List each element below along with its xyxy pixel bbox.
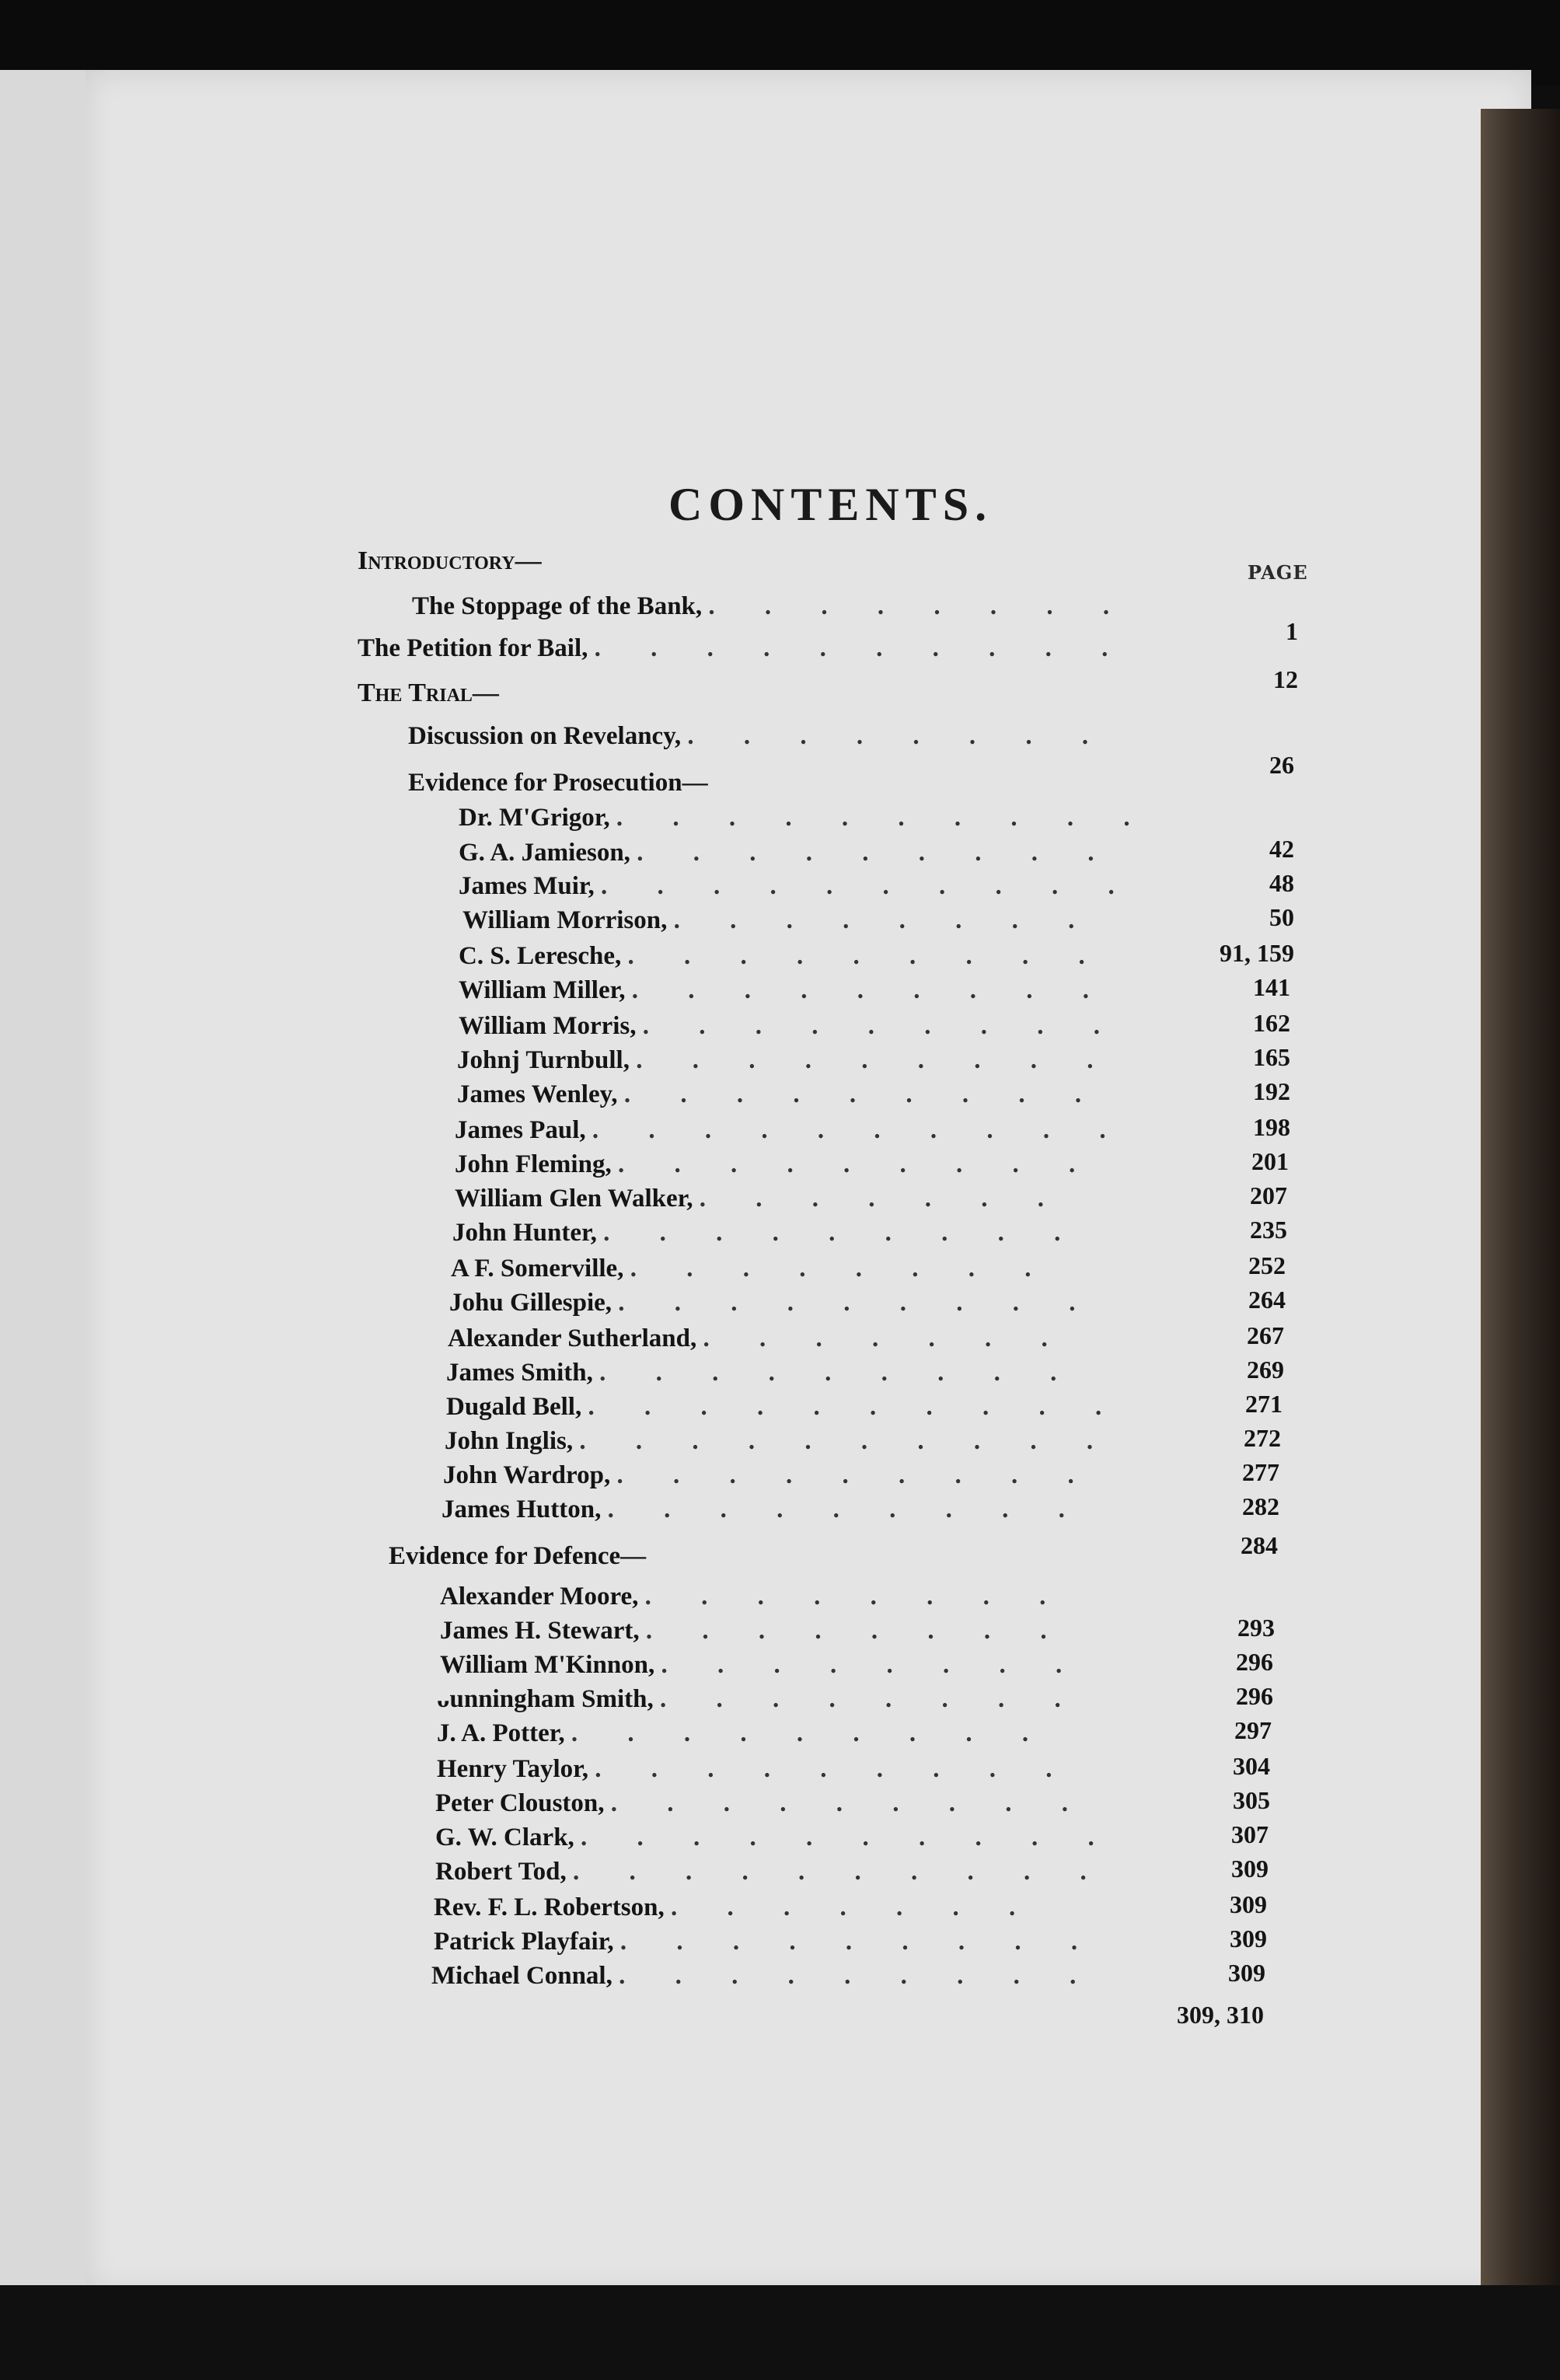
entry-label: Evidence for Prosecution—	[408, 769, 708, 797]
toc-entry-witness	[459, 973, 1111, 1007]
leader-dots: . . . . . . . . .	[571, 1719, 1051, 1747]
section-label: Introductory—	[358, 546, 542, 575]
entry-page: 91, 159	[1220, 939, 1294, 967]
entry-page: 26	[1269, 751, 1294, 779]
leader-dots: . . . . . . .	[703, 1324, 1070, 1352]
entry-label: Patrick Playfair,	[434, 1928, 614, 1956]
toc-entry-witness	[437, 1682, 1083, 1716]
leader-dots: . . . . . . . . .	[617, 1150, 1098, 1178]
leader-dots: . . . . . . . .	[644, 1583, 1068, 1611]
entry-page: 1	[1286, 617, 1298, 645]
entry-page: 296	[1236, 1682, 1273, 1710]
entry-label: James Wenley,	[457, 1080, 618, 1108]
entry-page: 307	[1231, 1820, 1269, 1848]
leader-dots: . . . . . . . . .	[642, 1012, 1122, 1040]
leader-dots: . . . . . . . . . .	[581, 1823, 1116, 1851]
entry-label: James Hutton,	[441, 1495, 602, 1523]
toc-entry-witness	[449, 1286, 1098, 1320]
entry-label: James H. Stewart,	[440, 1617, 640, 1645]
toc-entry-witness	[455, 1181, 1066, 1216]
leader-dots: . . . . . . . .	[660, 1685, 1083, 1713]
page-column-header: PAGE	[1248, 561, 1308, 584]
entry-page: 162	[1253, 1009, 1290, 1037]
entry-label: J. A. Potter,	[437, 1719, 565, 1747]
entry-page: 272	[1244, 1424, 1281, 1452]
entry-page: 267	[1247, 1321, 1284, 1349]
entry-label: Dr. M'Grigor,	[459, 804, 610, 832]
entry-label: Henry Taylor,	[437, 1755, 588, 1783]
entry-page: 235	[1250, 1216, 1287, 1244]
leader-dots: . . . . . . . . . .	[594, 634, 1130, 662]
entry-page: 201	[1251, 1147, 1289, 1175]
entry-label: C. S. Leresche,	[459, 942, 622, 970]
entry-page: 12	[1273, 665, 1298, 693]
entry-label: William Glen Walker,	[455, 1185, 693, 1213]
leader-dots: . . . . . . . . .	[623, 1080, 1104, 1108]
toc-entry-witness	[440, 1648, 1084, 1682]
leader-dots: . . . . . . . .	[630, 1255, 1053, 1282]
entry-page: 309	[1228, 1959, 1265, 1987]
toc-entry-revelancy	[408, 719, 1110, 753]
entry-label: John Wardrop,	[443, 1461, 611, 1489]
toc-entry-evidence-prosecution	[408, 766, 708, 800]
entry-page: 309	[1231, 1855, 1269, 1883]
leader-dots: . . . . . . . . . .	[572, 1858, 1108, 1886]
entry-page: 192	[1253, 1077, 1290, 1105]
entry-label: Johnj Turnbull,	[457, 1046, 630, 1074]
leader-dots: . . . . . . . .	[708, 592, 1132, 620]
entry-page: 304	[1233, 1752, 1270, 1780]
entry-page: 48	[1269, 869, 1294, 897]
entry-label: ᴗunningham Smith,	[437, 1685, 654, 1713]
entry-page: 282	[1242, 1492, 1279, 1520]
entry-page: 309	[1230, 1890, 1267, 1918]
entry-label: Johu Gillespie,	[449, 1289, 612, 1317]
entry-label: The Petition for Bail,	[358, 634, 588, 662]
toc-entry-witness	[459, 801, 1152, 835]
entry-label: A F. Somerville,	[451, 1255, 624, 1282]
leader-dots: . . . . . . . . .	[616, 1461, 1096, 1489]
entry-page: 252	[1248, 1251, 1286, 1279]
entry-page: 297	[1234, 1716, 1272, 1744]
entry-label: Dugald Bell,	[446, 1393, 582, 1421]
entry-label: G. W. Clark,	[435, 1823, 574, 1851]
toc-entry-witness	[462, 903, 1096, 937]
leader-dots: . . . . . . .	[670, 1893, 1038, 1921]
toc-entry-witness	[435, 1855, 1108, 1889]
toc-entry-witness	[459, 869, 1136, 903]
section-label: The Trial—	[358, 679, 499, 707]
toc-entry-witness	[435, 1786, 1090, 1820]
entry-label: John Inglis,	[445, 1427, 574, 1455]
toc-entry-witness	[437, 1752, 1074, 1786]
entry-page: 198	[1253, 1113, 1290, 1141]
section-heading-trial	[358, 676, 499, 710]
entry-page: 293	[1237, 1614, 1275, 1642]
entry-page: 284	[1241, 1531, 1278, 1559]
toc-entry-witness	[457, 1043, 1115, 1077]
entry-page: 141	[1253, 973, 1290, 1001]
entry-label: James Smith,	[446, 1359, 593, 1387]
entry-label: John Fleming,	[455, 1150, 612, 1178]
entry-page: 309	[1230, 1925, 1267, 1953]
leader-dots: . . . . . . . . .	[627, 942, 1107, 970]
entry-label: Peter Clouston,	[435, 1789, 605, 1817]
toc-entry-witness	[434, 1890, 1037, 1925]
toc-entry-witness	[437, 1716, 1050, 1750]
page-title: CONTENTS.	[668, 479, 993, 530]
entry-label: Alexander Moore,	[440, 1583, 639, 1611]
leader-dots: . . . . . . .	[699, 1185, 1066, 1213]
entry-label: William Morrison,	[462, 906, 668, 934]
entry-page: 269	[1247, 1356, 1284, 1384]
leader-dots: . . . . . . . . .	[619, 1962, 1098, 1990]
leader-dots: . . . . . . . . .	[636, 1046, 1115, 1074]
entry-label: The Stoppage of the Bank,	[412, 592, 703, 620]
entry-label: William Morris,	[459, 1012, 637, 1040]
leader-dots: . . . . . . . . . .	[588, 1393, 1124, 1421]
toc-entry-witness	[459, 1009, 1122, 1043]
leader-dots: . . . . . . . . . .	[601, 872, 1136, 900]
toc-entry-witness	[446, 1390, 1123, 1424]
entry-page: 165	[1253, 1043, 1290, 1071]
entry-label: Discussion on Revelancy,	[408, 722, 682, 750]
toc-entry-witness	[455, 1147, 1097, 1181]
entry-page: 264	[1248, 1286, 1286, 1314]
leader-dots: . . . . . . . .	[673, 906, 1097, 934]
leader-dots: . . . . . . . .	[687, 722, 1111, 750]
leader-dots: . . . . . . . . .	[637, 839, 1116, 867]
toc-entry-witness	[452, 1216, 1082, 1250]
toc-entry-witness	[440, 1614, 1069, 1648]
entry-label: G. A. Jamieson,	[459, 839, 630, 867]
entry-page: 42	[1269, 835, 1294, 863]
leader-dots: . . . . . . . . .	[603, 1219, 1083, 1247]
entry-page: 305	[1233, 1786, 1270, 1814]
toc-entry-witness	[455, 1113, 1128, 1147]
toc-entry-witness	[440, 1579, 1067, 1614]
toc-entry-witness	[431, 1959, 1098, 1993]
leader-dots: . . . . . . . . .	[610, 1789, 1091, 1817]
toc-entry-stoppage	[412, 589, 1131, 623]
scan-border-bottom	[0, 2285, 1560, 2380]
entry-label: James Muir,	[459, 872, 595, 900]
toc-entry-witness	[457, 1077, 1103, 1111]
toc-entry-witness	[445, 1424, 1115, 1458]
section-heading-introductory	[358, 544, 542, 578]
toc-entry-witness	[459, 836, 1115, 870]
leader-dots: . . . . . . . . .	[631, 976, 1111, 1004]
leader-dots: . . . . . . . .	[661, 1651, 1084, 1679]
book-cover-edge	[1481, 109, 1560, 2285]
leader-dots: . . . . . . . . .	[618, 1289, 1098, 1317]
toc-entry-witness	[441, 1492, 1087, 1527]
entry-page: 277	[1242, 1458, 1279, 1486]
entry-label: Michael Connal,	[431, 1962, 612, 1990]
leader-dots: . . . . . . . . .	[607, 1495, 1087, 1523]
leader-dots: . . . . . . . . . .	[616, 804, 1152, 832]
toc-entry-witness	[459, 939, 1107, 973]
leader-dots: . . . . . . . . . .	[579, 1427, 1115, 1455]
toc-entry-witness	[448, 1321, 1070, 1356]
entry-label: Robert Tod,	[435, 1858, 567, 1886]
toc-entry-witness	[434, 1925, 1099, 1959]
entry-label: James Paul,	[455, 1116, 586, 1144]
toc-entry-petition	[358, 631, 1129, 665]
toc-entry-witness	[451, 1251, 1052, 1286]
entry-label: John Hunter,	[452, 1219, 597, 1247]
entry-page: 50	[1269, 903, 1294, 931]
toc-entry-evidence-defence	[389, 1539, 646, 1573]
leader-dots: . . . . . . . . .	[619, 1928, 1100, 1956]
entry-page: 296	[1236, 1648, 1273, 1676]
entry-label: William Miller,	[459, 976, 626, 1004]
leader-dots: . . . . . . . . .	[595, 1755, 1074, 1783]
toc-entry-witness	[446, 1356, 1078, 1390]
entry-page: 207	[1250, 1181, 1287, 1209]
entry-label: William M'Kinnon,	[440, 1651, 655, 1679]
toc-entry-witness	[435, 1820, 1116, 1855]
entry-page: 271	[1245, 1390, 1283, 1418]
entry-label: Rev. F. L. Robertson,	[434, 1893, 665, 1921]
entry-page: 309, 310	[1177, 2001, 1264, 2029]
leader-dots: . . . . . . . . .	[599, 1359, 1079, 1387]
toc-entry-witness	[443, 1458, 1096, 1492]
entry-label: Alexander Sutherland,	[448, 1324, 697, 1352]
entry-label: Evidence for Defence—	[389, 1542, 647, 1570]
leader-dots: . . . . . . . .	[645, 1617, 1069, 1645]
leader-dots: . . . . . . . . . .	[592, 1116, 1128, 1144]
